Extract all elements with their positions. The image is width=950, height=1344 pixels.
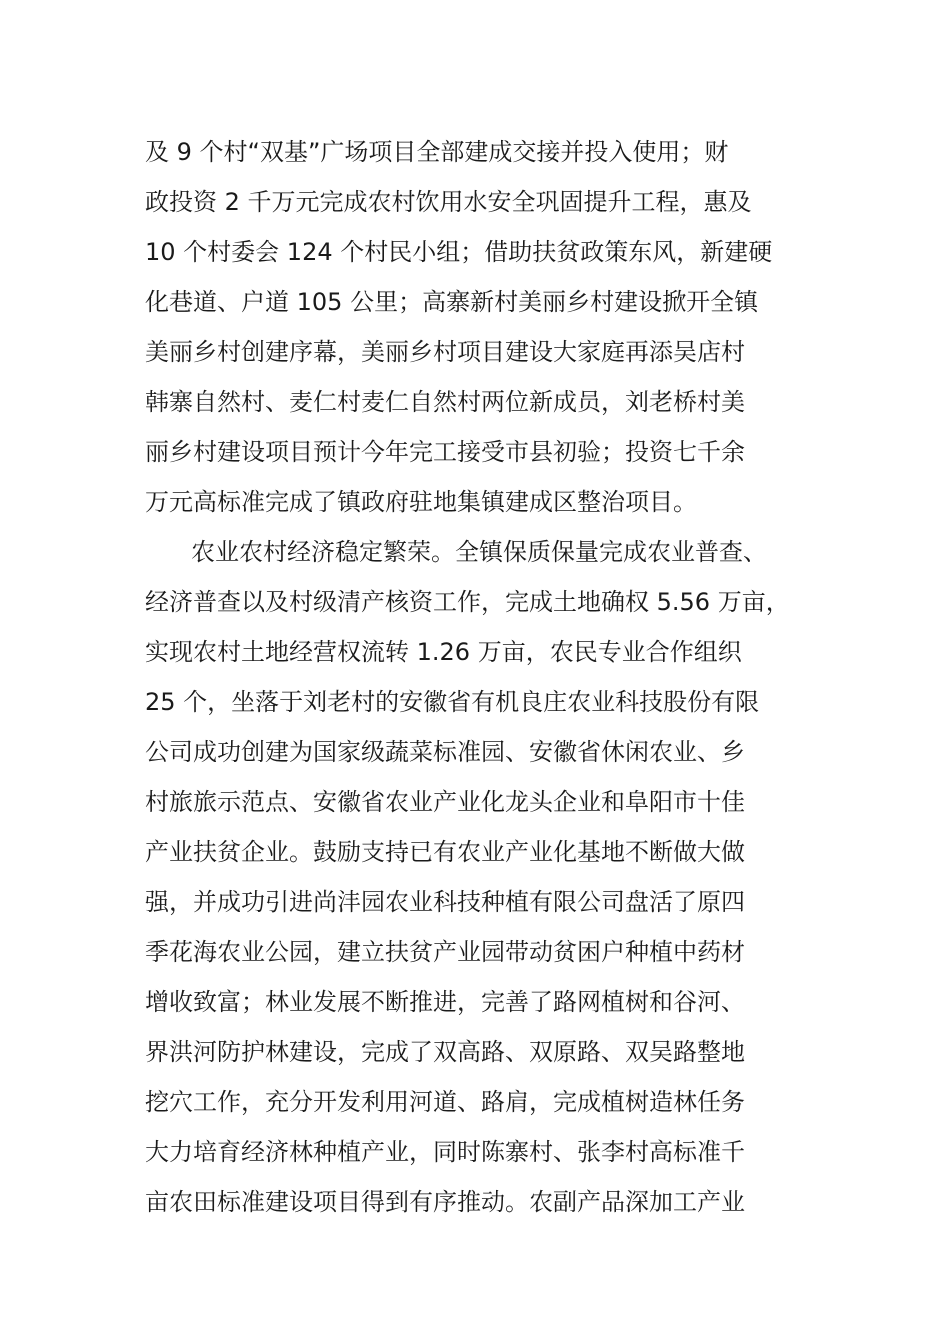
paragraph-line: 韩寨自然村、麦仁村麦仁自然村两位新成员，刘老桥村美 xyxy=(145,388,745,416)
paragraph-line: 25 个，坐落于刘老村的安徽省有机良庄农业科技股份有限 xyxy=(145,688,760,716)
paragraph-line: 政投资 2 千万元完成农村饮用水安全巩固提升工程，惠及 xyxy=(145,188,752,216)
paragraph-line: 季花海农业公园，建立扶贫产业园带动贫困户种植中药材 xyxy=(145,938,745,966)
paragraph-line: 及 9 个村“双基”广场项目全部建成交接并投入使用；财 xyxy=(145,138,729,166)
paragraph-line: 农业农村经济稳定繁荣。全镇保质保量完成农业普查、 xyxy=(191,538,767,566)
paragraph-line: 亩农田标准建设项目得到有序推动。农副产品深加工产业 xyxy=(145,1188,745,1216)
paragraph-line: 大力培育经济林种植产业，同时陈寨村、张李村高标准千 xyxy=(145,1138,745,1166)
paragraph-line: 美丽乡村创建序幕，美丽乡村项目建设大家庭再添吴店村 xyxy=(145,338,745,366)
paragraph-line: 万元高标准完成了镇政府驻地集镇建成区整治项目。 xyxy=(145,488,697,516)
paragraph-line: 化巷道、户道 105 公里；高寨新村美丽乡村建设掀开全镇 xyxy=(145,288,759,316)
paragraph-line: 经济普查以及村级清产核资工作，完成土地确权 5.56 万亩， xyxy=(145,588,790,616)
paragraph-line: 产业扶贫企业。鼓励支持已有农业产业化基地不断做大做 xyxy=(145,838,745,866)
paragraph-1 xyxy=(145,127,815,527)
paragraph-line: 强，并成功引进尚沣园农业科技种植有限公司盘活了原四 xyxy=(145,888,745,916)
paragraph-2 xyxy=(145,527,815,1227)
paragraph-line: 实现农村土地经营权流转 1.26 万亩，农民专业合作组织 xyxy=(145,638,742,666)
paragraph-line: 挖穴工作，充分开发利用河道、路肩，完成植树造林任务 xyxy=(145,1088,745,1116)
paragraph-line: 界洪河防护林建设，完成了双高路、双原路、双吴路整地 xyxy=(145,1038,745,1066)
paragraph-line: 增收致富；林业发展不断推进，完善了路网植树和谷河、 xyxy=(145,988,745,1016)
paragraph-line: 10 个村委会 124 个村民小组；借助扶贫政策东风，新建硬 xyxy=(145,238,773,266)
paragraph-line: 丽乡村建设项目预计今年完工接受市县初验；投资七千余 xyxy=(145,438,745,466)
paragraph-line: 村旅旅示范点、安徽省农业产业化龙头企业和阜阳市十佳 xyxy=(145,788,745,816)
paragraph-line: 公司成功创建为国家级蔬菜标准园、安徽省休闲农业、乡 xyxy=(145,738,745,766)
